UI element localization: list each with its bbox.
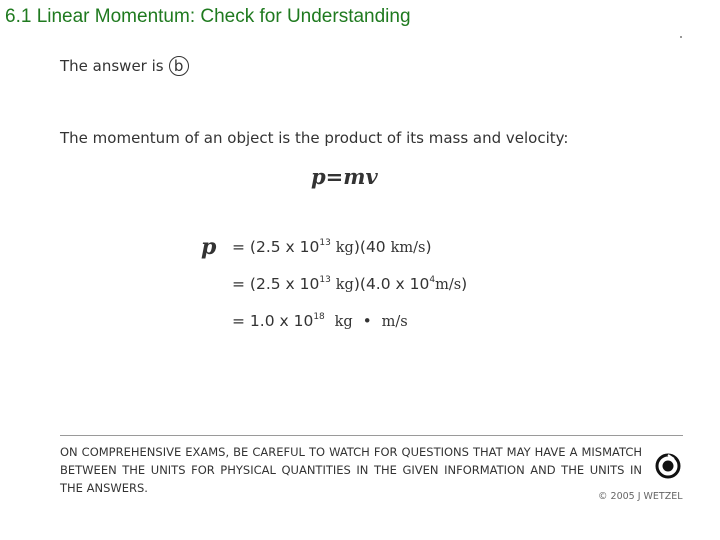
step-1-velocity: )(40 [353,238,391,256]
exam-tip-note: ON COMPREHENSIVE EXAMS, BE CAREFUL TO WATCH FOR QUESTIONS THAT MAY HAVE A MISMATCH BETWEEN THE UNITS FOR PHYSICAL QUANTITIES IN THE GIVEN INFORMATION AND THE UNITS IN THE ANSWERS. [60,445,642,495]
answer-prefix: The answer is [60,57,164,75]
page-title: 6.1 Linear Momentum: Check for Understanding [5,6,411,27]
calculation-step-3 [232,312,408,330]
section-divider [60,435,683,436]
step-2-exponent: 13 [319,275,331,285]
calculation-step-1 [232,238,432,256]
momentum-symbol: p [201,234,217,260]
step-1-close: ) [425,238,432,256]
step-1-mass-unit: kg [335,240,354,256]
step-2-mass-unit: kg [335,277,354,293]
step-1-lead: = (2.5 x 10 [232,238,320,256]
step-1-velocity-unit: km/s [390,240,426,256]
navigation-icon[interactable] [655,453,681,479]
momentum-formula: p=mv [311,164,378,189]
step-3-lead: = 1.0 x 10 [232,312,314,330]
answer-choice-badge: b [169,56,189,76]
calculation-step-2 [232,275,467,293]
step-2-velocity: )(4.0 x 10 [353,275,430,293]
step-3-exponent: 18 [313,312,325,322]
copyright-text: © 2005 J WETZEL [598,491,683,502]
step-2-velocity-exponent: 4 [429,275,436,285]
corner-dot [680,36,682,38]
step-1-exponent: 13 [319,238,331,248]
step-2-velocity-unit: m/s [435,277,462,293]
answer-line [60,56,189,76]
momentum-statement: The momentum of an object is the product of its mass and velocity: [60,129,569,147]
step-3-mass-unit: kg [334,314,353,330]
step-3-multiply-dot: • [362,312,372,330]
step-3-velocity-unit: m/s [381,314,408,330]
step-2-lead: = (2.5 x 10 [232,275,320,293]
step-2-close: ) [461,275,468,293]
